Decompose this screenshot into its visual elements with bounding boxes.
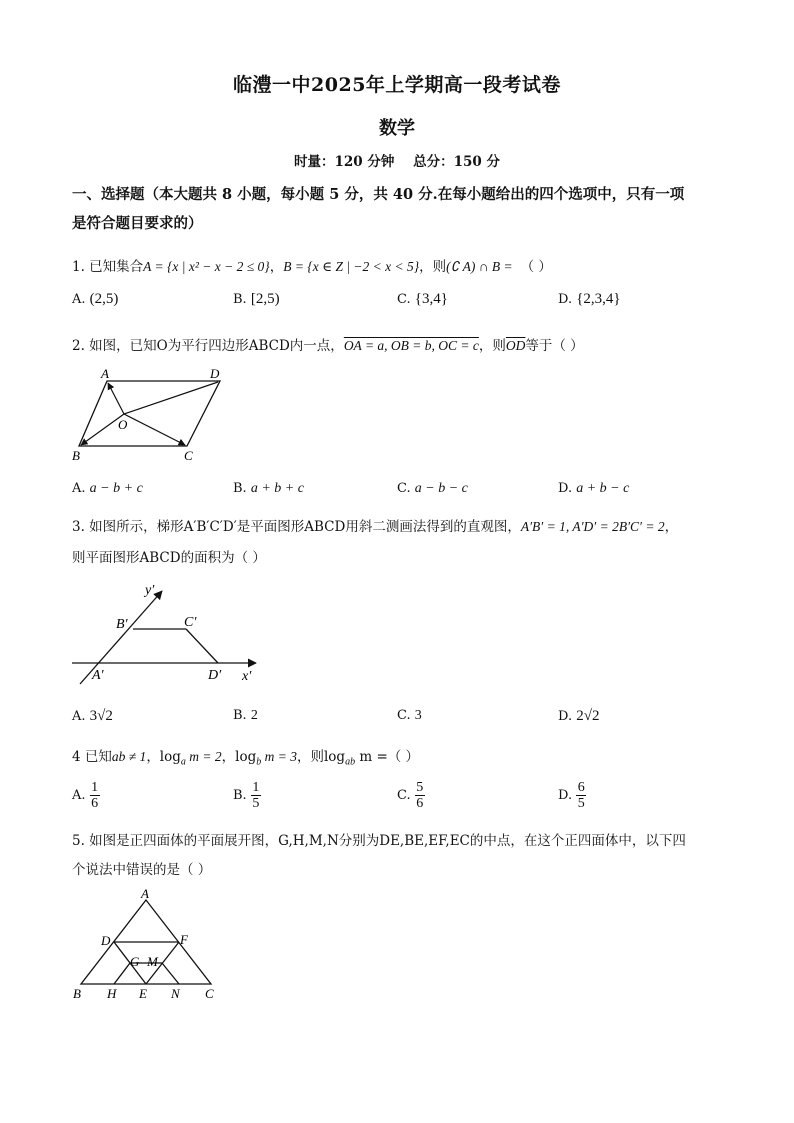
option-label: B. xyxy=(233,292,247,307)
option-label: C. xyxy=(397,788,411,803)
label-y-axis: y′ xyxy=(145,583,155,598)
option-label: C. xyxy=(397,708,411,723)
section-heading-line1: 一、选择题（本大题共 8 小题，每小题 5 分，共 40 分.在每小题给出的四个选项中，只有一项 xyxy=(72,186,685,203)
q2-target-vector: $\overline{OD}$ xyxy=(505,338,526,353)
segment-od xyxy=(124,382,218,414)
label-m: M xyxy=(147,954,158,969)
label-f: F xyxy=(180,932,188,947)
q1-comma: ， xyxy=(269,259,284,275)
q1-option-b[interactable] xyxy=(233,291,280,308)
option-label: D. xyxy=(558,788,573,803)
q3-trapezoid-figure xyxy=(70,578,270,688)
numerator: 5 xyxy=(416,780,424,795)
label-c: C xyxy=(205,986,214,1001)
q1-then: ，则 xyxy=(419,259,447,275)
option-label: A. xyxy=(72,788,86,803)
option-text: 2 xyxy=(250,708,258,723)
option-label: A. xyxy=(72,481,86,496)
q4-log-a: ，log xyxy=(146,749,181,765)
label-a-prime: A′ xyxy=(92,668,104,683)
subject-title: 数学 xyxy=(379,118,415,139)
segment-mn xyxy=(162,963,179,984)
option-label: C. xyxy=(397,481,411,496)
section-heading-line2: 是符合题目要求的） xyxy=(72,215,203,232)
question-3-line2: 则平面图形ABCD的面积为（ ） xyxy=(72,550,266,566)
q1-stem-text: 1. 已知集合 xyxy=(72,259,144,275)
q4-cond-1: ab ≠ 1 xyxy=(111,749,147,764)
q2-parallelogram-figure xyxy=(70,364,230,464)
option-label: A. xyxy=(72,709,86,724)
q1-answer-paren: （ ） xyxy=(520,259,552,275)
option-fraction xyxy=(251,780,261,811)
q4-option-a[interactable] xyxy=(72,780,100,811)
option-label: B. xyxy=(233,481,247,496)
q2-option-c[interactable] xyxy=(397,481,468,497)
question-5-line2: 个说法中错误的是（ ） xyxy=(72,862,212,878)
label-n: N xyxy=(171,986,180,1001)
numerator: 6 xyxy=(577,780,585,795)
q2-vectors: OA = a, OB = b, OC = c xyxy=(343,338,479,353)
q4-log-b: ，log xyxy=(221,749,257,765)
q4-tail: m =（ ） xyxy=(355,749,420,765)
q3-option-c[interactable] xyxy=(397,708,422,724)
q3-option-a[interactable] xyxy=(72,708,113,725)
q2-stem-text: 2. 如图，已知O为平行四边形ABCD内一点， xyxy=(72,338,344,354)
label-d: D xyxy=(101,933,111,948)
q4-log-a-base: a xyxy=(180,756,186,768)
q1-expression: (∁ A) ∩ B = xyxy=(446,259,513,274)
q1-set-b: B = {x ∈ Z | −2 < x < 5} xyxy=(283,259,420,274)
label-b: B xyxy=(72,448,80,463)
q4-option-d[interactable] xyxy=(558,780,586,811)
q2-option-d[interactable] xyxy=(558,481,629,497)
q4-log-b-value: m = 3 xyxy=(261,749,297,764)
option-label: D. xyxy=(558,709,573,724)
q4-log-ab-base: ab xyxy=(345,756,356,768)
segment-cd xyxy=(186,629,218,663)
q1-option-d[interactable] xyxy=(558,291,621,308)
label-o: O xyxy=(118,417,128,432)
option-fraction xyxy=(90,780,100,811)
q3-stem-text: 3. 如图所示，梯形A′B′C′D′是平面图形ABCD用斜二测画法得到的直观图， xyxy=(72,519,521,535)
option-label: D. xyxy=(558,292,573,307)
label-d: D xyxy=(210,366,220,381)
option-text: a + b − c xyxy=(576,481,630,496)
exam-meta: 时量：120 分钟 总分：150 分 xyxy=(293,154,501,170)
numerator: 1 xyxy=(252,780,260,795)
label-c-prime: C′ xyxy=(184,615,197,630)
option-label: B. xyxy=(233,708,247,723)
option-fraction xyxy=(576,780,586,811)
label-b: B xyxy=(73,986,81,1001)
option-text: a − b + c xyxy=(89,481,143,496)
question-1-stem xyxy=(72,255,552,275)
label-e: E xyxy=(139,986,147,1001)
q2-then: ，则 xyxy=(478,338,506,354)
option-text: [2,5) xyxy=(250,291,280,307)
label-c: C xyxy=(184,448,193,463)
label-h: H xyxy=(107,986,117,1001)
q3-condition: A′B′ = 1, A′D′ = 2B′C′ = 2 xyxy=(520,519,665,534)
q3-comma: ， xyxy=(664,519,679,535)
q1-set-a: A = {x | x² − x − 2 ≤ 0} xyxy=(143,259,270,274)
option-text: a + b + c xyxy=(250,481,304,496)
q2-option-a[interactable] xyxy=(72,481,143,497)
q4-then: ，则log xyxy=(296,749,346,765)
segment-gh xyxy=(114,963,130,984)
q4-log-b-base: b xyxy=(256,756,262,768)
label-d-prime: D′ xyxy=(208,668,222,683)
denominator: 6 xyxy=(416,796,424,811)
q1-option-a[interactable] xyxy=(72,291,118,308)
numerator: 1 xyxy=(91,780,99,795)
q4-option-c[interactable] xyxy=(397,780,425,811)
q2-tail: 等于（ ） xyxy=(525,338,584,354)
vector-oc xyxy=(124,414,185,445)
q2-option-b[interactable] xyxy=(233,481,304,497)
question-4-stem xyxy=(72,745,419,768)
option-text: a − b − c xyxy=(414,481,468,496)
q4-option-b[interactable] xyxy=(233,780,261,811)
option-text: 2√2 xyxy=(576,708,600,724)
label-g: G xyxy=(130,954,140,969)
label-x-axis: x′ xyxy=(242,669,252,684)
option-text: {3,4} xyxy=(414,291,448,307)
vector-oa xyxy=(108,383,124,414)
q3-option-b[interactable] xyxy=(233,708,258,724)
q1-option-c[interactable] xyxy=(397,291,448,308)
q3-option-d[interactable] xyxy=(558,708,599,725)
question-5-line1: 5. 如图是正四面体的平面展开图，G,H,M,N分别为DE,BE,EF,EC的中点，在这个正四面体中，以下四 xyxy=(72,833,686,849)
question-2-stem xyxy=(72,334,584,354)
label-a: A xyxy=(101,366,109,381)
q4-stem-text: 4 已知 xyxy=(72,749,112,765)
option-text: 3 xyxy=(414,708,422,723)
q4-log-a-value: m = 2 xyxy=(185,749,222,764)
option-label: B. xyxy=(233,788,247,803)
option-label: C. xyxy=(397,292,411,307)
option-text: {2,3,4} xyxy=(576,291,621,307)
parallelogram-abcd xyxy=(79,381,220,446)
option-label: A. xyxy=(72,292,86,307)
q5-tetrahedron-net-figure xyxy=(70,888,230,1003)
option-text: 3√2 xyxy=(89,708,113,724)
option-label: D. xyxy=(558,481,573,496)
question-3-line1 xyxy=(72,515,678,535)
denominator: 5 xyxy=(252,796,260,811)
option-fraction xyxy=(415,780,425,811)
option-text: (2,5) xyxy=(89,291,119,307)
exam-title: 临澧一中2025年上学期高一段考试卷 xyxy=(233,74,561,96)
denominator: 5 xyxy=(577,796,585,811)
denominator: 6 xyxy=(91,796,99,811)
label-b-prime: B′ xyxy=(116,617,128,632)
label-a: A xyxy=(141,888,149,901)
